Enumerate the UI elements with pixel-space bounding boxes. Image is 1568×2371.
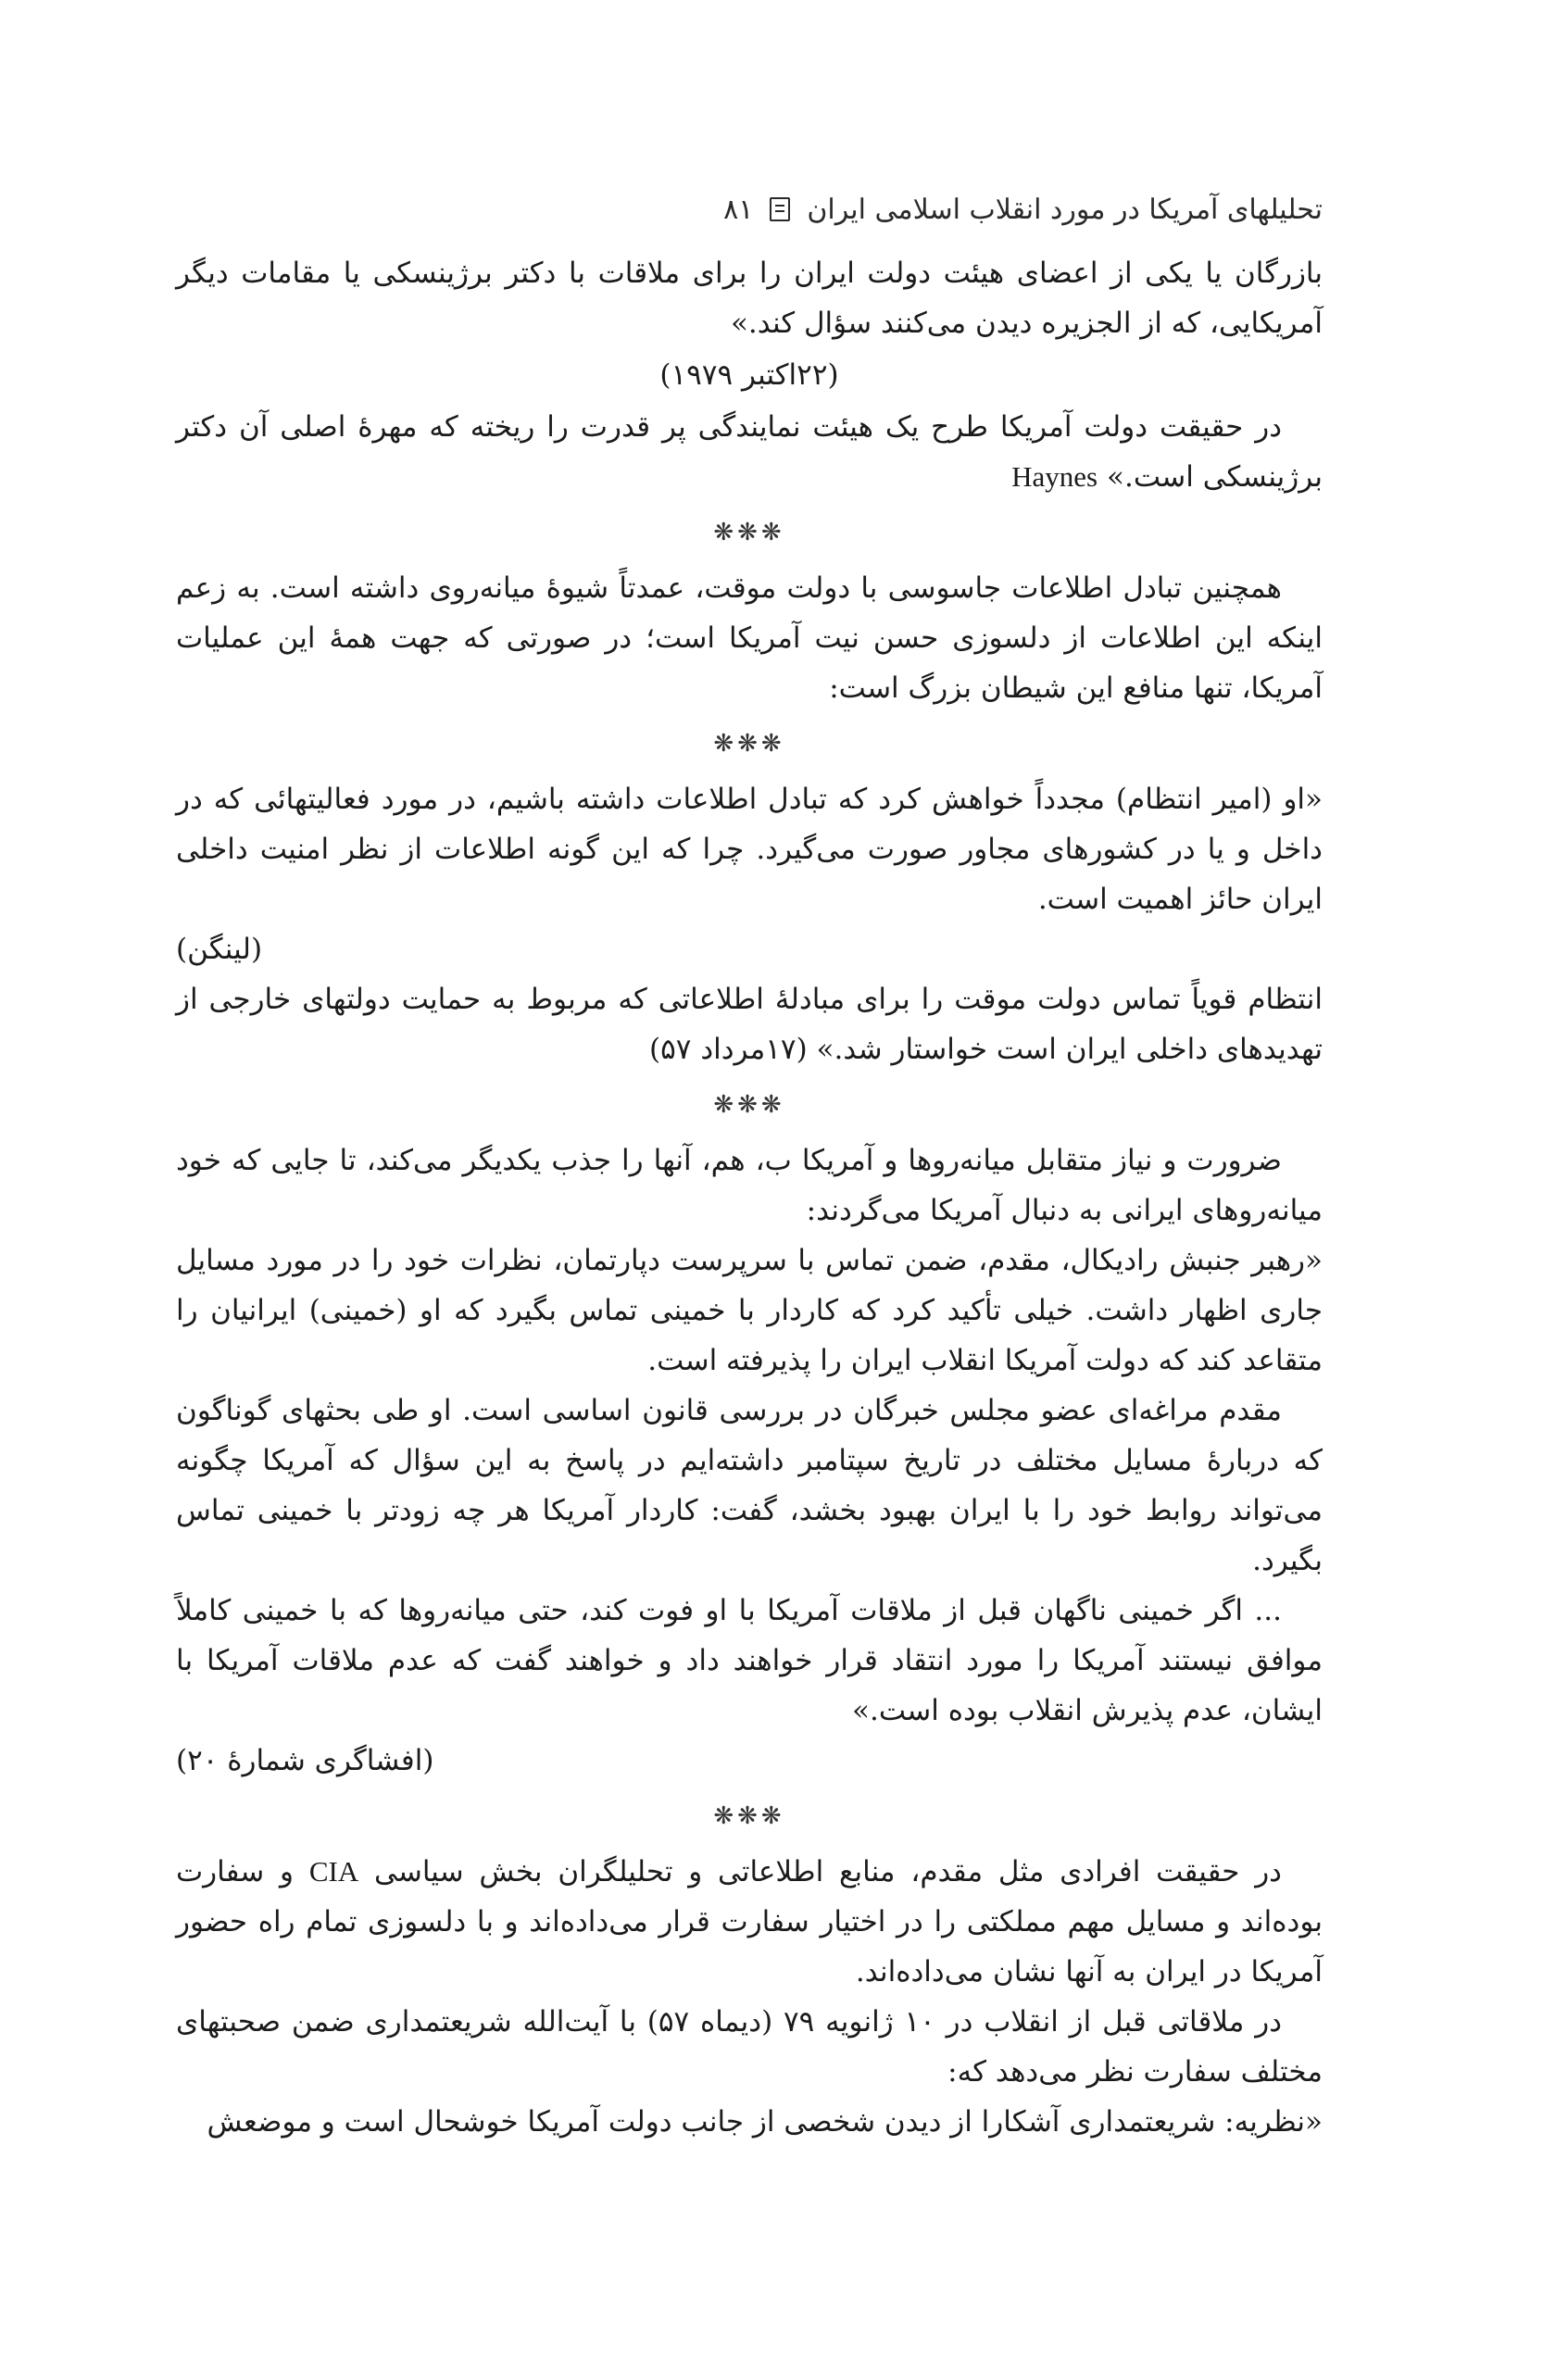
paragraph-8: مقدم مراغه‌ای عضو مجلس خبرگان در بررسی قانون اساسی است. او طی بحثهای گوناگون که دربارهٔ مسایل مختلف در تاریخ سپتامبر داشته‌ایم در پاسخ به این سؤال که آمریکا چگونه می‌تواند روابط خود را با ایران بهبود بخشد، گفت: کاردار آمریکا هر چه زودتر با خمینی تماس بگیرد. bbox=[176, 1394, 1323, 1577]
paragraph-7: «رهبر جنبش رادیکال، مقدم، ضمن تماس با سرپرست دپارتمان، نظرات خود را در مورد مسایل جاری اظهار داشت. خیلی تأکید کرد که کاردار با خمینی تماس بگیرد که او (خمینی) ایرانیان را متقاعد کند که دولت آمریکا انقلاب ایران را پذیرفته است. bbox=[176, 1244, 1323, 1377]
date-citation-1: (۲۲اکتبر ۱۹۷۹) bbox=[659, 358, 839, 392]
running-header bbox=[176, 182, 1323, 237]
paragraph-9 bbox=[176, 1586, 1323, 1786]
book-icon bbox=[770, 197, 790, 221]
paragraph-10 bbox=[176, 1847, 1323, 1997]
body-text bbox=[176, 248, 1323, 2139]
section-separator-3: ❋❋❋ bbox=[713, 1091, 785, 1119]
paragraph-11: در ملاقاتی قبل از انقلاب در ۱۰ ژانویه ۷۹ (دیماه ۵۷) با آیت‌الله شریعتمداری ضمن صحبتهای مختلف سفارت نظر می‌دهد که: bbox=[176, 2005, 1323, 2089]
paragraph-1: بازرگان یا یکی از اعضای هیئت دولت ایران را برای ملاقات با دکتر برژینسکی یا مقامات دیگر آمریکایی، که از الجزیره دیدن می‌کنند سؤال کند.» bbox=[176, 257, 1323, 340]
paragraph-4-text: «او (امیر انتظام) مجدداً خواهش کرد که تبادل اطلاعات داشته باشیم، در مورد فعالیتهائی که در داخل و یا در کشورهای مجاور صورت می‌گیرد. چرا که این گونه اطلاعات از نظر امنیت داخلی ایران حائز اهمیت است. bbox=[176, 783, 1323, 916]
running-title: تحلیلهای آمریکا در مورد انقلاب اسلامی ایران bbox=[807, 193, 1323, 226]
paragraph-5 bbox=[176, 974, 1323, 1074]
paragraph-3: همچنین تبادل اطلاعات جاسوسی با دولت موقت، عمدتاً شیوهٔ میانه‌روی داشته است. به زعم اینکه این اطلاعات از دلسوزی حسن نیت آمریکا است؛ در صورتی که جهت همهٔ این عملیات آمریکا، تنها منافع این شیطان بزرگ است: bbox=[176, 571, 1323, 705]
paragraph-9-text: ... اگر خمینی ناگهان قبل از ملاقات آمریکا با او فوت کند، حتی میانه‌روها که با خمینی کاملاً موافق نیستند آمریکا را مورد انتقاد قرار خواهند داد و خواهند گفت که عدم ملاقات آمریکا با ایشان، عدم پذیرش انقلاب بوده است.» bbox=[176, 1594, 1323, 1727]
section-separator-2: ❋❋❋ bbox=[713, 730, 785, 758]
source-lingen: (لینگن) bbox=[176, 933, 263, 966]
cia-acronym: CIA bbox=[308, 1855, 359, 1888]
page-number: ۸۱ bbox=[723, 193, 754, 226]
section-separator-4: ❋❋❋ bbox=[713, 1802, 785, 1830]
source-afshagari: (افشاگری شمارهٔ ۲۰) bbox=[176, 1744, 434, 1777]
paragraph-2 bbox=[176, 402, 1323, 502]
paragraph-4 bbox=[176, 774, 1323, 974]
section-separator-1: ❋❋❋ bbox=[713, 519, 785, 546]
paragraph-10-text-b: و سفارت بوده‌اند و مسایل مهم مملکتی را در اختیار سفارت قرار می‌داده‌اند و با دلسوزی تمام راه حضور آمریکا در ایران به آنها نشان می‌داده‌اند. bbox=[176, 1855, 1323, 1988]
paragraph-5-text: انتظام قویاً تماس دولت موقت را برای مبادلهٔ اطلاعاتی که مربوط به حمایت دولتهای خارجی از تهدیدهای داخلی ایران است خواستار شد.» bbox=[176, 983, 1323, 1066]
source-haynes: Haynes bbox=[1011, 460, 1098, 493]
paragraph-6: ضرورت و نیاز متقابل میانه‌روها و آمریکا ب، هم، آنها را جذب یکدیگر می‌کند، تا جایی که خود میانه‌روهای ایرانی به دنبال آمریکا می‌گردند: bbox=[176, 1144, 1323, 1227]
paragraph-10-text-a: در حقیقت افرادی مثل مقدم، منابع اطلاعاتی و تحلیلگران بخش سیاسی bbox=[374, 1855, 1282, 1888]
paragraph-12: «نظریه: شریعتمداری آشکارا از دیدن شخصی از جانب دولت آمریکا خوشحال است و موضعش bbox=[207, 2105, 1323, 2139]
date-citation-2: (۱۷مرداد ۵۷) bbox=[649, 1033, 808, 1066]
paragraph-2-text: در حقیقت دولت آمریکا طرح یک هیئت نمایندگی پر قدرت را ریخته که مهرهٔ اصلی آن دکتر برژینسکی است.» bbox=[176, 410, 1323, 494]
